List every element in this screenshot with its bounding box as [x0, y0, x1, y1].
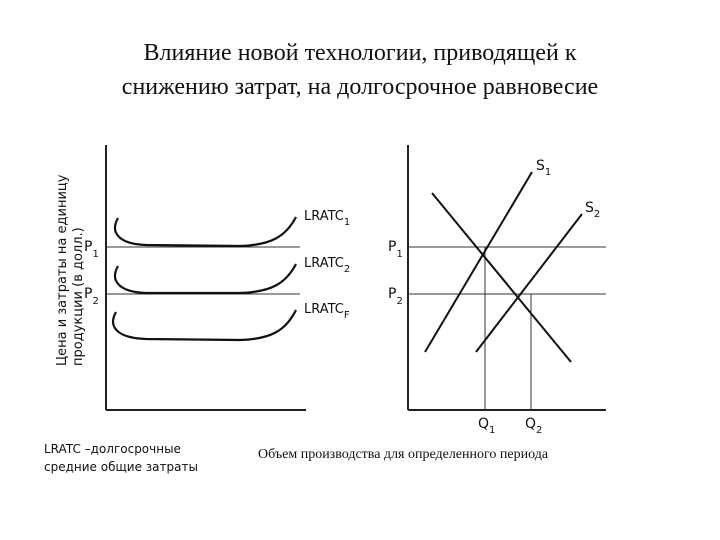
left-panel [55, 145, 350, 410]
right-p1-label: $P_1$ [388, 239, 403, 260]
caption-left-line-1: LRATC –долгосрочные [44, 442, 181, 456]
right-p2-label: $P_2$ [388, 286, 403, 307]
lratc2-curve [115, 264, 296, 293]
left-y-axis-label-line-2: продукции (в долл.) [71, 227, 86, 366]
supply-curve-s2 [476, 214, 582, 352]
q2-label: $Q_2$ [525, 416, 543, 436]
left-y-axis-label-line-1: Цена и затраты на единицу [55, 174, 70, 366]
demand-curve [432, 193, 571, 362]
lratc2-label: $LRATC_2$ [304, 256, 351, 275]
lratc-definition-caption [44, 440, 198, 476]
lratcf-label: $LRATC_F$ [304, 302, 350, 321]
q1-label: $Q_1$ [478, 416, 496, 436]
caption-left-line-2: средние общие затраты [44, 460, 198, 474]
quantity-axis-caption: Объем производства для определенного периода [258, 447, 549, 462]
supply-curve-s1 [425, 172, 532, 352]
left-y-axis-label [55, 174, 86, 366]
right-panel [388, 145, 606, 436]
lratc1-label: $LRATC_1$ [304, 209, 351, 228]
title-line-1: Влияние новой технологии, приводящей к [143, 40, 577, 66]
left-p1-label: $P_1$ [84, 239, 99, 260]
title-line-2: снижению затрат, на долгосрочное равновесие [121, 74, 599, 100]
s1-label: $S_1$ [536, 158, 552, 178]
s2-label: $S_2$ [585, 200, 601, 220]
lratcf-curve [113, 310, 296, 340]
lratc1-curve [115, 217, 296, 246]
left-p2-label: $P_2$ [84, 286, 99, 307]
